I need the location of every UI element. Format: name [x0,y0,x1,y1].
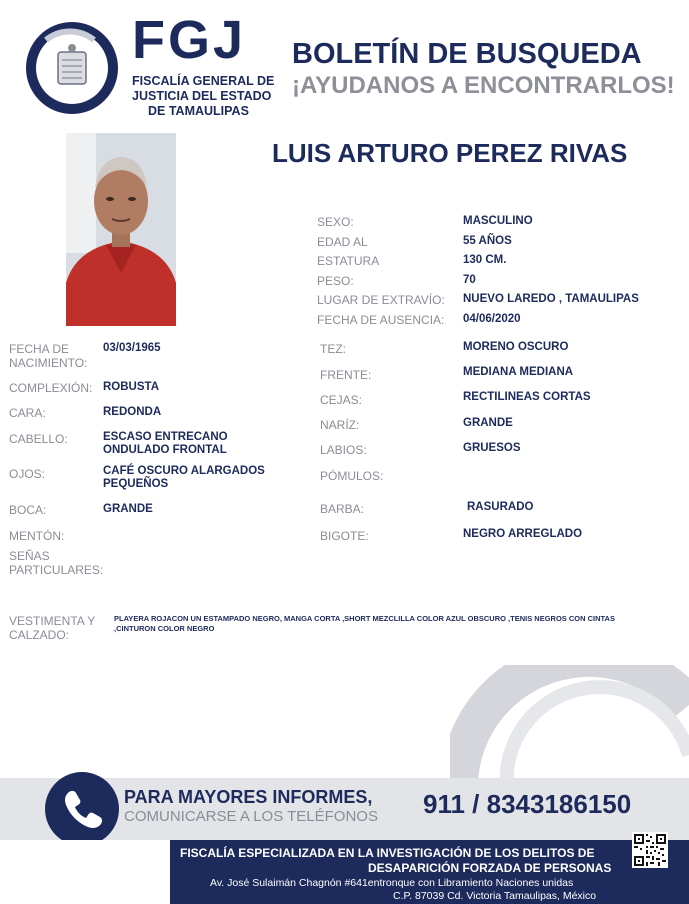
phone-icon[interactable] [45,772,119,846]
sex-value: MASCULINO [463,215,533,227]
lips-label: LABIOS: [320,443,367,457]
birthdate-label: FECHA DE NACIMIENTO: [9,342,88,370]
contact-line1: PARA MAYORES INFORMES, [124,787,373,807]
beard-label: BARBA: [320,502,365,516]
face-label: CARA: [9,406,46,420]
contact-phone[interactable]: 911 / 8343186150 [423,789,632,819]
logo-acronym: FGJ [132,10,247,70]
absence-date-value: 04/06/2020 [463,313,521,325]
face-value: REDONDA [103,406,162,418]
footer-line3: Av. José Sulaimán Chagnón #641entronque con Libramiento Naciones unidas [210,877,574,889]
forehead-value: MEDIANA MEDIANA [463,366,574,378]
clothing-label: VESTIMENTA Y CALZADO: [9,614,96,642]
footer-line2: DESAPARICIÓN FORZADA DE PERSONAS [368,861,612,875]
seal-icon [24,20,120,116]
beard-value: RASURADO [467,501,534,513]
clothing-value: PLAYERA ROJACON UN ESTAMPADO NEGRO, MANGA CORTA ,SHORT MEZCLILLA COLOR AZUL OBSCURO ,TENIS NEGROS CON CINTAS ,CINTURON COLOR NEGRO [114,614,615,633]
logo-line1: FISCALÍA GENERAL DE [132,74,275,88]
complexion-value: MORENO OSCURO [463,341,569,353]
weight-value: 70 [463,274,476,286]
mouth-label: BOCA: [9,503,47,517]
hair-value: ESCASO ENTRECANO ONDULADO FRONTAL [103,431,228,456]
place-label: LUGAR DE EXTRAVÍO: [317,293,445,307]
chin-label: MENTÓN: [9,529,65,543]
marks-label: SEÑAS PARTICULARES: [9,549,104,577]
bulletin-subtitle: ¡AYUDANOS A ENCONTRARLOS! [292,72,675,99]
footer-line4: C.P. 87039 Cd. Victoria Tamaulipas, México [393,890,597,902]
weight-label: PESO: [317,274,354,288]
logo-line3: DE TAMAULIPAS [148,104,249,118]
height-label: ESTATURA [317,254,380,268]
place-value: NUEVO LAREDO , TAMAULIPAS [463,293,639,305]
build-label: COMPLEXIÓN: [9,381,93,395]
logo-line2: JUSTICIA DEL ESTADO [132,89,272,103]
build-value: ROBUSTA [103,381,160,393]
logo [20,10,290,124]
contact-line2: COMUNICARSE A LOS TELÉFONOS [124,808,378,825]
hair-label: CABELLO: [9,432,68,446]
eyebrows-value: RECTILINEAS CORTAS [463,391,591,403]
person-photo [66,133,176,326]
nose-value: GRANDE [463,417,513,429]
eyebrows-label: CEJAS: [320,393,363,407]
qr-code-icon[interactable] [632,832,668,868]
age-value: 55 AÑOS [463,235,512,247]
mustache-label: BIGOTE: [320,529,369,543]
birthdate-value: 03/03/1965 [103,342,161,354]
forehead-label: FRENTE: [320,368,372,382]
person-name: LUIS ARTURO PEREZ RIVAS [272,138,628,168]
absence-date-label: FECHA DE AUSENCIA: [317,313,445,327]
mustache-value: NEGRO ARREGLADO [463,528,583,540]
lips-value: GRUESOS [463,442,521,454]
height-value: 130 CM. [463,254,507,266]
cheekbones-label: PÓMULOS: [320,469,384,483]
age-label: EDAD AL [317,235,368,249]
mouth-value: GRANDE [103,503,153,515]
footer-line1: FISCALÍA ESPECIALIZADA EN LA INVESTIGACIÓN DE LOS DELITOS DE [180,846,595,860]
eyes-label: OJOS: [9,467,46,481]
bulletin-title: BOLETÍN DE BUSQUEDA [292,38,642,70]
footer-accent [0,840,170,904]
complexion-label: TEZ: [320,342,346,356]
eyes-value: CAFÉ OSCURO ALARGADOS PEQUEÑOS [103,465,265,490]
nose-label: NARÍZ: [320,418,360,432]
sex-label: SEXO: [317,215,354,229]
